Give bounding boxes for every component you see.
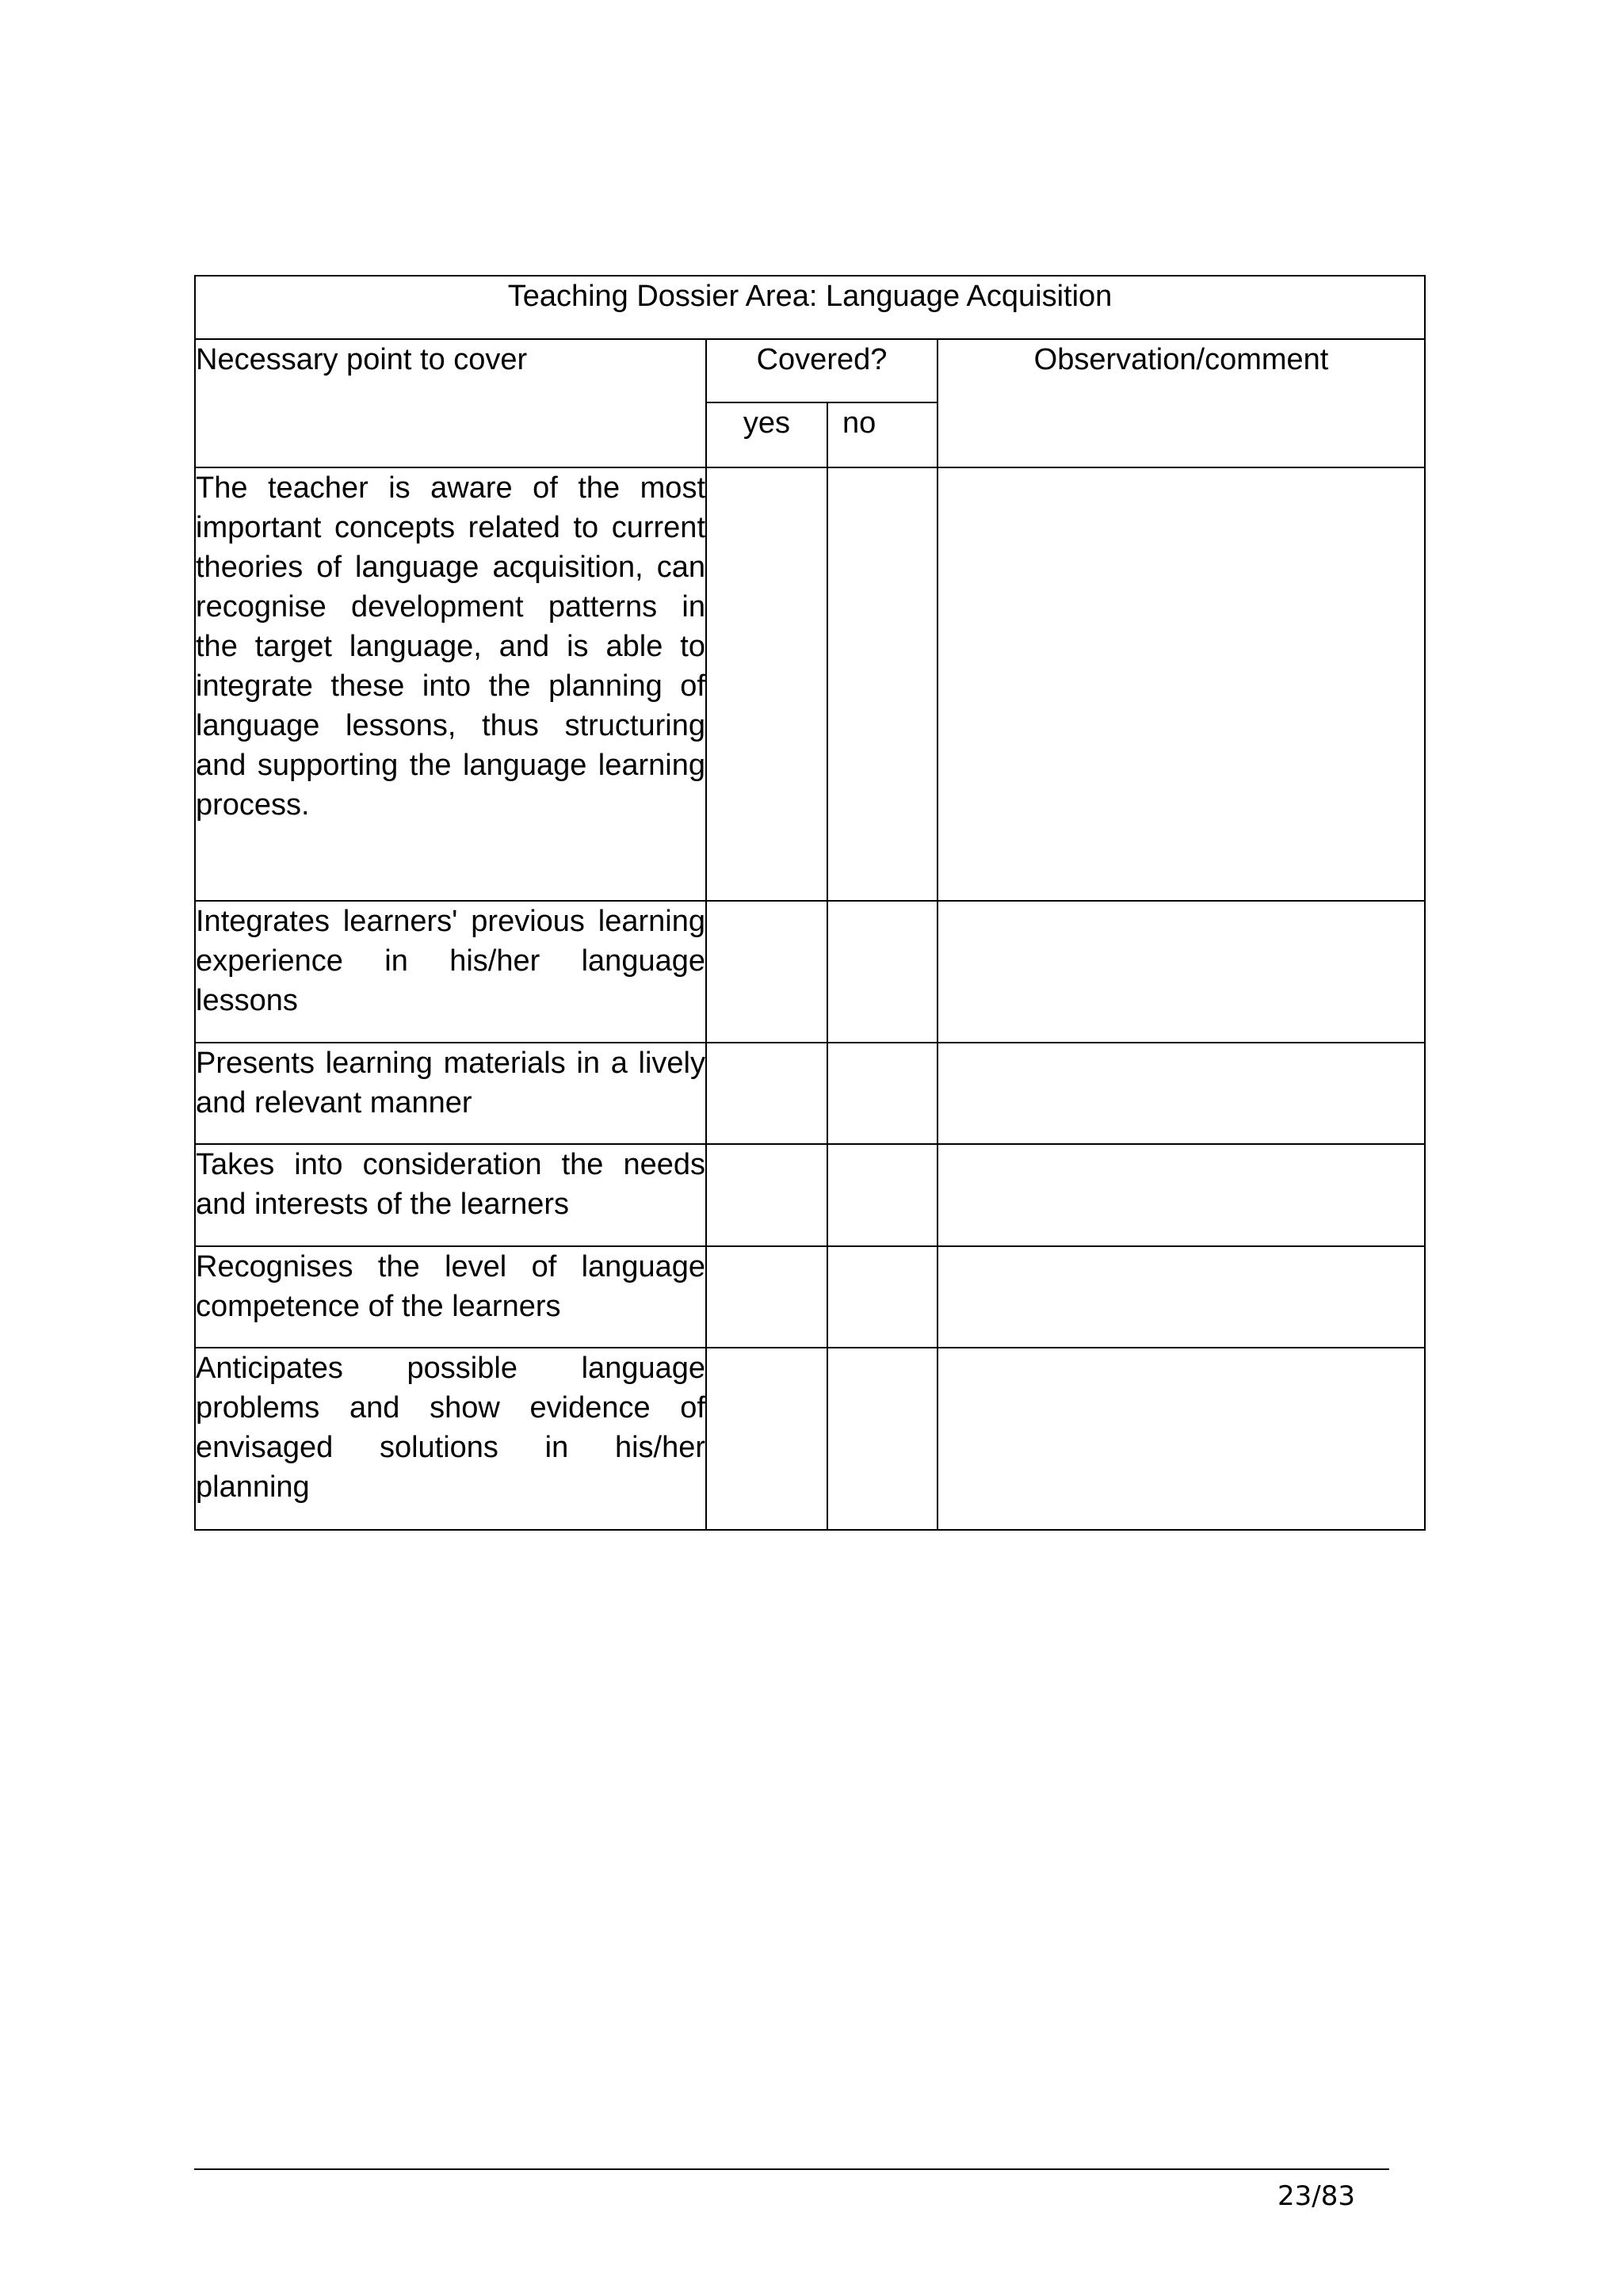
no-cell[interactable]: [827, 1043, 938, 1144]
comment-cell[interactable]: [938, 1144, 1425, 1246]
header-yes: yes: [706, 402, 827, 467]
point-cell: Takes into consideration the needs and interests of the learners: [195, 1144, 706, 1246]
yes-cell[interactable]: [706, 1144, 827, 1246]
teaching-dossier-table: [194, 275, 1426, 1531]
yes-cell[interactable]: [706, 901, 827, 1043]
no-cell[interactable]: [827, 1348, 938, 1530]
header-necessary-point: Necessary point to cover: [195, 339, 706, 467]
yes-cell[interactable]: [706, 1043, 827, 1144]
header-no: no: [827, 402, 938, 467]
header-covered: Covered?: [706, 339, 938, 402]
table-row: [195, 467, 1425, 901]
point-cell: Recognises the level of language competence of the learners: [195, 1246, 706, 1348]
no-cell[interactable]: [827, 467, 938, 901]
header-row: [195, 339, 1425, 402]
table-row: [195, 1043, 1425, 1144]
comment-cell[interactable]: [938, 1246, 1425, 1348]
table-row: [195, 1246, 1425, 1348]
table-title-row: [195, 276, 1425, 339]
page-number: 23/83: [1277, 2180, 1355, 2212]
yes-cell[interactable]: [706, 467, 827, 901]
footer-divider: [194, 2168, 1389, 2170]
no-cell[interactable]: [827, 1144, 938, 1246]
yes-cell[interactable]: [706, 1348, 827, 1530]
table-row: [195, 901, 1425, 1043]
point-cell: Anticipates possible language problems and show evidence of envisaged solutions in his/her planning: [195, 1348, 706, 1530]
yes-cell[interactable]: [706, 1246, 827, 1348]
table-row: [195, 1348, 1425, 1530]
point-cell: The teacher is aware of the most important concepts related to current theories of language acquisition, can recognise development patterns in the target language, and is able to integrate these into the planning of language lessons, thus structuring and supporting the language learning process.: [195, 467, 706, 901]
comment-cell[interactable]: [938, 901, 1425, 1043]
point-cell: Integrates learners' previous learning experience in his/her language lessons: [195, 901, 706, 1043]
table-title: Teaching Dossier Area: Language Acquisition: [507, 280, 1113, 313]
comment-cell[interactable]: [938, 1348, 1425, 1530]
comment-cell[interactable]: [938, 467, 1425, 901]
no-cell[interactable]: [827, 1246, 938, 1348]
point-cell: Presents learning materials in a lively and relevant manner: [195, 1043, 706, 1144]
no-cell[interactable]: [827, 901, 938, 1043]
table-row: [195, 1144, 1425, 1246]
comment-cell[interactable]: [938, 1043, 1425, 1144]
header-observation-comment: Observation/comment: [938, 339, 1425, 467]
table-title-cell: [195, 276, 1425, 339]
